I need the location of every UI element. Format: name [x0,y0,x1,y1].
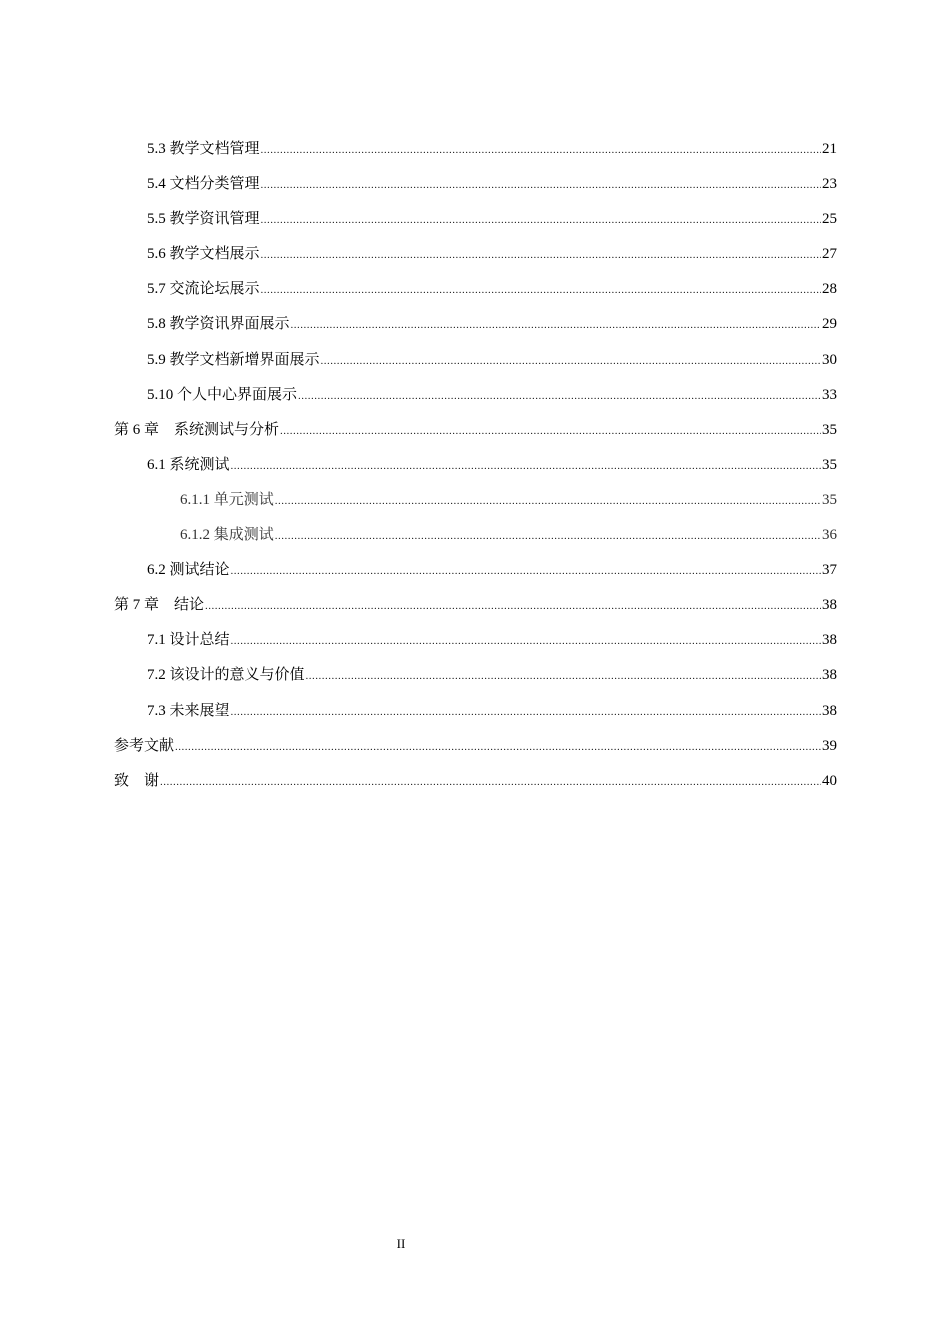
toc-leader [298,379,821,414]
toc-leader [261,238,821,273]
toc-row[interactable] [0,729,950,764]
toc-label: 参考文献 [114,737,175,754]
toc-entry [114,729,837,765]
toc-leader [261,203,821,238]
toc-page-number: 29 [822,316,837,333]
toc-label: 5.5 教学资讯管理 [147,211,260,228]
toc-leader [261,133,821,168]
toc-page-number: 38 [822,667,837,684]
toc-row[interactable] [0,307,950,342]
toc-entry [147,307,837,343]
toc-label: 5.6 教学文档展示 [147,246,260,263]
toc-page-number: 40 [822,772,837,789]
toc-label: 7.3 未来展望 [147,702,230,719]
toc-leader [306,659,821,694]
table-of-contents [0,132,950,799]
toc-row[interactable] [0,202,950,237]
toc-label: 6.2 测试结论 [147,562,230,579]
toc-page-number: 27 [822,246,837,263]
toc-page-number: 35 [822,421,837,438]
toc-page-number: 38 [822,632,837,649]
toc-leader [261,273,821,308]
toc-page-number: 38 [822,597,837,614]
toc-label: 第 7 章 结论 [114,597,205,614]
toc-entry [147,132,837,168]
toc-label: 6.1.1 单元测试 [180,491,274,508]
toc-page-number: 23 [822,176,837,193]
toc-leader [261,168,821,203]
toc-page-number: 33 [822,386,837,403]
toc-entry [147,378,837,414]
toc-page-number: 38 [822,702,837,719]
toc-row[interactable] [0,132,950,167]
page-footer-number: II [396,1236,406,1251]
toc-page-number: 25 [822,211,837,228]
toc-row[interactable] [0,343,950,378]
toc-leader [205,589,821,624]
toc-leader [175,730,821,765]
toc-entry [180,483,837,519]
toc-row[interactable] [0,553,950,588]
toc-row[interactable] [0,448,950,483]
toc-label: 6.1 系统测试 [147,456,230,473]
toc-row[interactable] [0,764,950,799]
toc-leader [231,449,821,484]
toc-entry [147,658,837,694]
toc-page-number: 30 [822,351,837,368]
toc-row[interactable] [0,378,950,413]
toc-row[interactable] [0,588,950,623]
toc-entry [180,518,837,554]
toc-leader [231,554,821,589]
toc-entry [147,237,837,273]
toc-entry [147,167,837,203]
toc-label: 5.8 教学资讯界面展示 [147,316,290,333]
toc-label: 致 谢 [114,772,160,789]
toc-label: 6.1.2 集成测试 [180,527,274,544]
toc-label: 5.7 交流论坛展示 [147,281,260,298]
toc-label: 5.4 文档分类管理 [147,176,260,193]
toc-label: 5.9 教学文档新增界面展示 [147,351,320,368]
toc-entry [114,588,837,624]
toc-entry [147,553,837,589]
toc-row[interactable] [0,272,950,307]
toc-leader [321,344,821,379]
toc-row[interactable] [0,483,950,518]
toc-entry [114,764,837,800]
toc-leader [291,308,821,343]
toc-page-number: 39 [822,737,837,754]
toc-leader [160,765,821,800]
toc-entry [114,413,837,449]
toc-row[interactable] [0,413,950,448]
toc-entry [147,623,837,659]
toc-page-number: 21 [822,141,837,157]
toc-label: 7.1 设计总结 [147,632,230,649]
toc-label: 5.10 个人中心界面展示 [147,386,298,403]
toc-page-number: 37 [822,562,837,579]
toc-entry [147,343,837,379]
toc-label: 7.2 该设计的意义与价值 [147,667,305,684]
toc-label: 第 6 章 系统测试与分析 [114,421,280,438]
toc-label: 5.3 教学文档管理 [147,141,260,157]
toc-entry [147,272,837,308]
toc-leader [275,484,821,519]
toc-row[interactable] [0,658,950,693]
toc-page-number: 35 [822,456,837,473]
toc-entry [147,202,837,238]
toc-entry [147,694,837,730]
toc-row[interactable] [0,694,950,729]
toc-leader [231,695,821,730]
toc-page-number: 35 [822,491,837,508]
toc-page-number: 28 [822,281,837,298]
toc-entry [147,448,837,484]
toc-leader [231,624,821,659]
toc-page-number: 36 [822,527,837,544]
toc-leader [280,414,821,449]
toc-row[interactable] [0,167,950,202]
toc-row[interactable] [0,623,950,658]
toc-row[interactable] [0,237,950,272]
toc-leader [275,519,821,554]
toc-row[interactable] [0,518,950,553]
